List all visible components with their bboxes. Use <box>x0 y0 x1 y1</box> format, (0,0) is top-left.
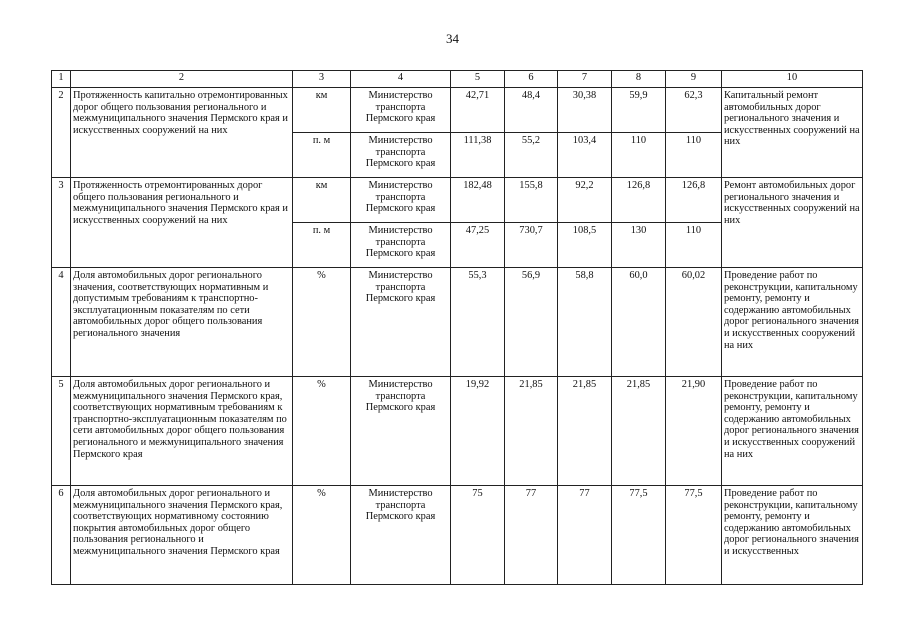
value-col6: 730,7 <box>505 223 558 268</box>
value-col7: 77 <box>558 486 612 585</box>
column-number: 1 <box>52 71 71 88</box>
value-col5: 182,48 <box>451 178 505 223</box>
value-col6: 77 <box>505 486 558 585</box>
value-col7: 92,2 <box>558 178 612 223</box>
value-col9: 126,8 <box>666 178 722 223</box>
column-number: 8 <box>612 71 666 88</box>
row-number: 4 <box>52 268 71 377</box>
value-col5: 111,38 <box>451 133 505 178</box>
value-col8: 77,5 <box>612 486 666 585</box>
planned-action-text: Проведение работ по реконструкции, капитальному ремонту, ремонту и содержанию автомобильных дорог регионального значения и искусственных <box>724 488 859 557</box>
value-col8: 130 <box>612 223 666 268</box>
value-col9: 62,3 <box>666 88 722 133</box>
value-col8: 60,0 <box>612 268 666 377</box>
column-number: 2 <box>71 71 293 88</box>
responsible-org: Министерство транспорта Пермского края <box>351 223 451 268</box>
column-number: 9 <box>666 71 722 88</box>
value-col8: 110 <box>612 133 666 178</box>
responsible-org: Министерство транспорта Пермского края <box>351 268 451 377</box>
value-col7: 58,8 <box>558 268 612 377</box>
indicator-name: Доля автомобильных дорог регионального значения, соответствующих нормативным и допустимым требованиям к транспортно-эксплуатационным показателям по сети автомобильных дорог общего пользования регионального значения <box>71 268 293 377</box>
value-col7: 21,85 <box>558 377 612 486</box>
responsible-org: Министерство транспорта Пермского края <box>351 486 451 585</box>
column-number: 3 <box>293 71 351 88</box>
value-col9: 77,5 <box>666 486 722 585</box>
table-row <box>52 178 863 223</box>
unit-cell: п. м <box>293 133 351 178</box>
value-col8: 126,8 <box>612 178 666 223</box>
responsible-org: Министерство транспорта Пермского края <box>351 178 451 223</box>
column-number-row <box>52 71 863 88</box>
table-row <box>52 486 863 585</box>
column-number: 5 <box>451 71 505 88</box>
column-number: 6 <box>505 71 558 88</box>
value-col9: 60,02 <box>666 268 722 377</box>
unit-cell: км <box>293 88 351 133</box>
unit-cell: км <box>293 178 351 223</box>
value-col5: 42,71 <box>451 88 505 133</box>
indicator-name: Доля автомобильных дорог регионального и межмуниципального значения Пермского края, соответствующих нормативным требованиям к транспортно-эксплуатационным показателям по сети автомобильных дорог общего пользования регионального и межмуниципального значения Пермского края <box>71 377 293 486</box>
value-col8: 21,85 <box>612 377 666 486</box>
value-col7: 103,4 <box>558 133 612 178</box>
value-col6: 48,4 <box>505 88 558 133</box>
indicator-name: Протяженность отремонтированных дорог общего пользования регионального и межмуниципального значения Пермского края и искусственных сооружений на них <box>71 178 293 268</box>
value-col5: 55,3 <box>451 268 505 377</box>
responsible-org: Министерство транспорта Пермского края <box>351 88 451 133</box>
planned-action: Капитальный ремонт автомобильных дорог регионального значения и искусственных сооружений на них <box>722 88 863 178</box>
value-col6: 155,8 <box>505 178 558 223</box>
column-number: 4 <box>351 71 451 88</box>
table-row <box>52 88 863 133</box>
value-col9: 110 <box>666 223 722 268</box>
table-row <box>52 268 863 377</box>
value-col9: 21,90 <box>666 377 722 486</box>
indicator-name: Доля автомобильных дорог регионального и межмуниципального значения Пермского края, соответствующих нормативному состоянию покрытия автомобильных дорог общего пользования регионального и межмуниципального значения Пермского края <box>71 486 293 585</box>
planned-action: Проведение работ по реконструкции, капитальному ремонту, ремонту и содержанию автомобильных дорог регионального значения и искусственных сооружений на них <box>722 377 863 486</box>
value-col6: 21,85 <box>505 377 558 486</box>
page-number: 34 <box>446 31 459 46</box>
planned-action: Проведение работ по реконструкции, капитальному ремонту, ремонту и содержанию автомобильных дорог регионального значения и искусственных сооружений на них <box>722 268 863 377</box>
responsible-org: Министерство транспорта Пермского края <box>351 133 451 178</box>
row-number: 3 <box>52 178 71 268</box>
indicators-table <box>51 70 863 585</box>
table-row <box>52 377 863 486</box>
planned-action <box>722 486 863 585</box>
column-number: 7 <box>558 71 612 88</box>
value-col9: 110 <box>666 133 722 178</box>
row-number: 6 <box>52 486 71 585</box>
value-col5: 47,25 <box>451 223 505 268</box>
planned-action: Ремонт автомобильных дорог регионального значения и искусственных сооружений на них <box>722 178 863 268</box>
column-number: 10 <box>722 71 863 88</box>
unit-cell: % <box>293 486 351 585</box>
value-col8: 59,9 <box>612 88 666 133</box>
value-col6: 56,9 <box>505 268 558 377</box>
value-col5: 19,92 <box>451 377 505 486</box>
unit-cell: % <box>293 268 351 377</box>
value-col6: 55,2 <box>505 133 558 178</box>
value-col7: 30,38 <box>558 88 612 133</box>
value-col5: 75 <box>451 486 505 585</box>
responsible-org: Министерство транспорта Пермского края <box>351 377 451 486</box>
value-col7: 108,5 <box>558 223 612 268</box>
row-number: 2 <box>52 88 71 178</box>
unit-cell: % <box>293 377 351 486</box>
indicator-name: Протяженность капитально отремонтированных дорог общего пользования регионального и межмуниципального значения Пермского края и искусственных сооружений на них <box>71 88 293 178</box>
row-number: 5 <box>52 377 71 486</box>
unit-cell: п. м <box>293 223 351 268</box>
